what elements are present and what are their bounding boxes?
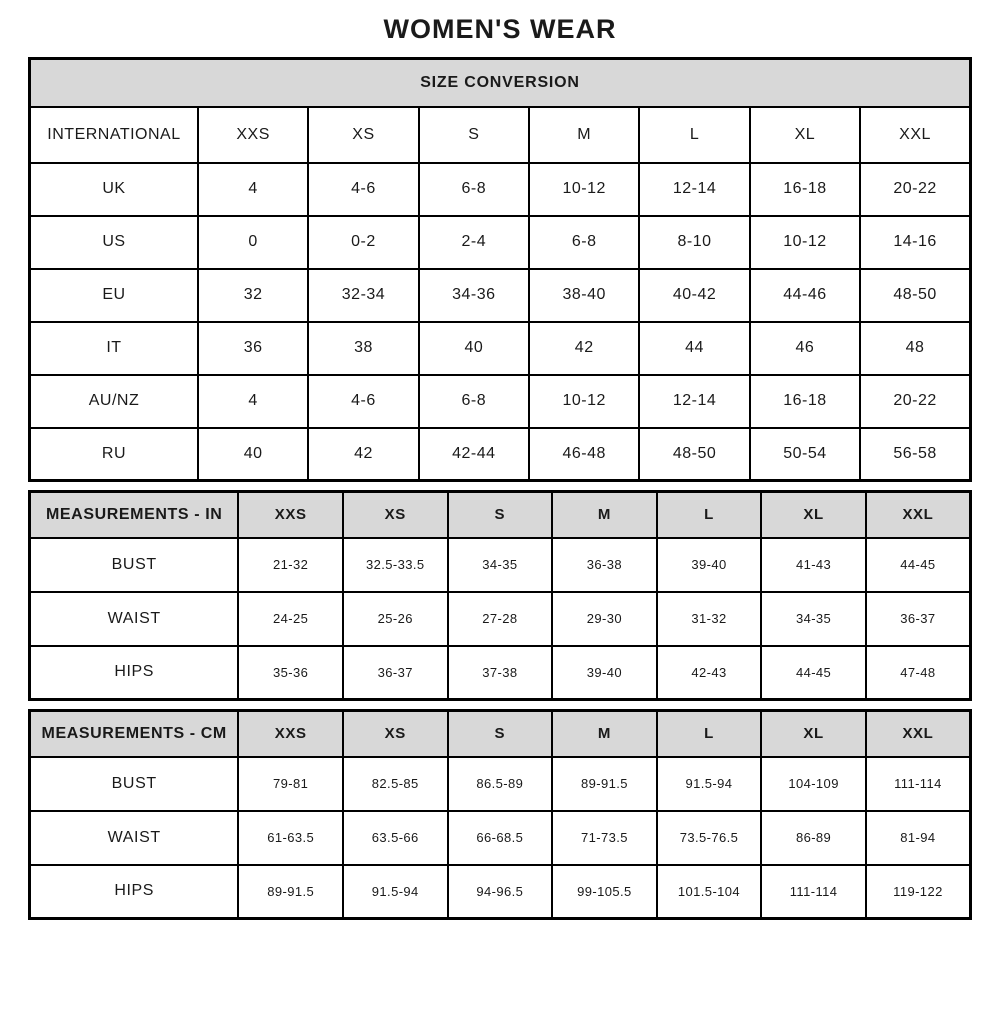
measurement-cell: 119-122	[866, 865, 971, 919]
row-label-ru: RU	[30, 428, 198, 481]
size-cell: 12-14	[639, 375, 749, 428]
measurement-cell: 73.5-76.5	[657, 811, 762, 865]
measurement-cell: 31-32	[657, 592, 762, 646]
measurement-cell: 94-96.5	[448, 865, 553, 919]
size-cell: 32-34	[308, 269, 418, 322]
size-cell: 38	[308, 322, 418, 375]
size-cell: 42	[308, 428, 418, 481]
row-label-hips: HIPS	[30, 865, 239, 919]
measurement-cell: 101.5-104	[657, 865, 762, 919]
measurement-cell: 41-43	[761, 538, 866, 592]
row-label-bust: BUST	[30, 538, 239, 592]
measurement-cell: 91.5-94	[657, 757, 762, 811]
measurement-cell: 36-38	[552, 538, 657, 592]
size-cell: 4	[198, 375, 308, 428]
table-row	[30, 163, 971, 216]
column-header-international: INTERNATIONAL	[30, 107, 198, 163]
size-cell: 4-6	[308, 163, 418, 216]
size-col-header-xl: XL	[761, 492, 866, 538]
size-cell: 56-58	[860, 428, 970, 481]
size-cell: 40	[198, 428, 308, 481]
size-cell: 20-22	[860, 375, 970, 428]
row-label-us: US	[30, 216, 198, 269]
size-cell: 42	[529, 322, 639, 375]
table-row	[30, 592, 971, 646]
size-col-header-xxs: XXS	[238, 492, 343, 538]
measurement-cell: 36-37	[343, 646, 448, 700]
size-col-header-xxl: XXL	[866, 711, 971, 757]
measurements-in-table	[28, 490, 972, 701]
column-header-l: L	[639, 107, 749, 163]
measurement-cell: 86.5-89	[448, 757, 553, 811]
size-cell: 46-48	[529, 428, 639, 481]
size-cell: 10-12	[529, 163, 639, 216]
column-header-xl: XL	[750, 107, 860, 163]
measurement-cell: 44-45	[761, 646, 866, 700]
size-cell: 6-8	[419, 375, 529, 428]
size-col-header-xxs: XXS	[238, 711, 343, 757]
size-cell: 40	[419, 322, 529, 375]
size-conversion-table	[28, 57, 972, 482]
size-cell: 42-44	[419, 428, 529, 481]
size-cell: 6-8	[419, 163, 529, 216]
size-cell: 16-18	[750, 375, 860, 428]
size-col-header-l: L	[657, 711, 762, 757]
size-cell: 10-12	[529, 375, 639, 428]
column-header-xs: XS	[308, 107, 418, 163]
measurement-cell: 89-91.5	[552, 757, 657, 811]
table-row	[30, 865, 971, 919]
row-label-waist: WAIST	[30, 811, 239, 865]
measurement-cell: 82.5-85	[343, 757, 448, 811]
size-cell: 44-46	[750, 269, 860, 322]
measurement-cell: 63.5-66	[343, 811, 448, 865]
measurement-cell: 37-38	[448, 646, 553, 700]
size-cell: 10-12	[750, 216, 860, 269]
size-cell: 38-40	[529, 269, 639, 322]
size-cell: 48-50	[639, 428, 749, 481]
measurement-cell: 32.5-33.5	[343, 538, 448, 592]
measurement-cell: 39-40	[552, 646, 657, 700]
column-header-xxl: XXL	[860, 107, 970, 163]
size-cell: 20-22	[860, 163, 970, 216]
size-col-header-xl: XL	[761, 711, 866, 757]
measurement-cell: 42-43	[657, 646, 762, 700]
measurement-cell: 111-114	[866, 757, 971, 811]
measurement-cell: 111-114	[761, 865, 866, 919]
row-label-aunz: AU/NZ	[30, 375, 198, 428]
size-col-header-xs: XS	[343, 711, 448, 757]
size-cell: 14-16	[860, 216, 970, 269]
table-row	[30, 322, 971, 375]
row-label-waist: WAIST	[30, 592, 239, 646]
measurements-cm-table	[28, 709, 972, 920]
measurement-cell: 86-89	[761, 811, 866, 865]
measurements-in-title: MEASUREMENTS - IN	[30, 492, 239, 538]
size-cell: 48-50	[860, 269, 970, 322]
measurement-cell: 34-35	[761, 592, 866, 646]
size-cell: 48	[860, 322, 970, 375]
size-chart-page	[0, 14, 1000, 920]
table-row	[30, 269, 971, 322]
row-label-hips: HIPS	[30, 646, 239, 700]
table-header-row	[30, 107, 971, 163]
row-label-eu: EU	[30, 269, 198, 322]
measurement-cell: 36-37	[866, 592, 971, 646]
measurement-cell: 34-35	[448, 538, 553, 592]
measurement-cell: 47-48	[866, 646, 971, 700]
size-col-header-s: S	[448, 711, 553, 757]
measurement-cell: 66-68.5	[448, 811, 553, 865]
measurement-cell: 27-28	[448, 592, 553, 646]
measurement-cell: 35-36	[238, 646, 343, 700]
table-caption-row	[30, 59, 971, 107]
size-cell: 0-2	[308, 216, 418, 269]
measurement-cell: 99-105.5	[552, 865, 657, 919]
measurement-cell: 91.5-94	[343, 865, 448, 919]
measurement-cell: 21-32	[238, 538, 343, 592]
size-conversion-title: SIZE CONVERSION	[30, 59, 971, 107]
column-header-s: S	[419, 107, 529, 163]
measurement-cell: 25-26	[343, 592, 448, 646]
table-row	[30, 428, 971, 481]
size-cell: 36	[198, 322, 308, 375]
size-cell: 4-6	[308, 375, 418, 428]
size-cell: 46	[750, 322, 860, 375]
row-label-bust: BUST	[30, 757, 239, 811]
column-header-xxs: XXS	[198, 107, 308, 163]
size-cell: 12-14	[639, 163, 749, 216]
size-cell: 44	[639, 322, 749, 375]
measurement-cell: 104-109	[761, 757, 866, 811]
table-header-row	[30, 711, 971, 757]
size-cell: 8-10	[639, 216, 749, 269]
measurement-cell: 61-63.5	[238, 811, 343, 865]
measurements-cm-title: MEASUREMENTS - CM	[30, 711, 239, 757]
size-col-header-m: M	[552, 711, 657, 757]
size-cell: 6-8	[529, 216, 639, 269]
table-row	[30, 375, 971, 428]
measurement-cell: 89-91.5	[238, 865, 343, 919]
measurement-cell: 71-73.5	[552, 811, 657, 865]
measurement-cell: 81-94	[866, 811, 971, 865]
table-row	[30, 811, 971, 865]
table-row	[30, 216, 971, 269]
measurement-cell: 44-45	[866, 538, 971, 592]
measurement-cell: 24-25	[238, 592, 343, 646]
size-cell: 50-54	[750, 428, 860, 481]
measurement-cell: 39-40	[657, 538, 762, 592]
measurement-cell: 29-30	[552, 592, 657, 646]
page-title: WOMEN'S WEAR	[383, 14, 617, 44]
size-cell: 34-36	[419, 269, 529, 322]
size-col-header-xs: XS	[343, 492, 448, 538]
size-cell: 2-4	[419, 216, 529, 269]
size-col-header-m: M	[552, 492, 657, 538]
size-col-header-s: S	[448, 492, 553, 538]
row-label-uk: UK	[30, 163, 198, 216]
table-row	[30, 757, 971, 811]
size-cell: 32	[198, 269, 308, 322]
size-cell: 16-18	[750, 163, 860, 216]
column-header-m: M	[529, 107, 639, 163]
size-col-header-xxl: XXL	[866, 492, 971, 538]
table-row	[30, 646, 971, 700]
size-cell: 0	[198, 216, 308, 269]
table-header-row	[30, 492, 971, 538]
size-cell: 4	[198, 163, 308, 216]
measurement-cell: 79-81	[238, 757, 343, 811]
table-row	[30, 538, 971, 592]
size-col-header-l: L	[657, 492, 762, 538]
row-label-it: IT	[30, 322, 198, 375]
size-cell: 40-42	[639, 269, 749, 322]
